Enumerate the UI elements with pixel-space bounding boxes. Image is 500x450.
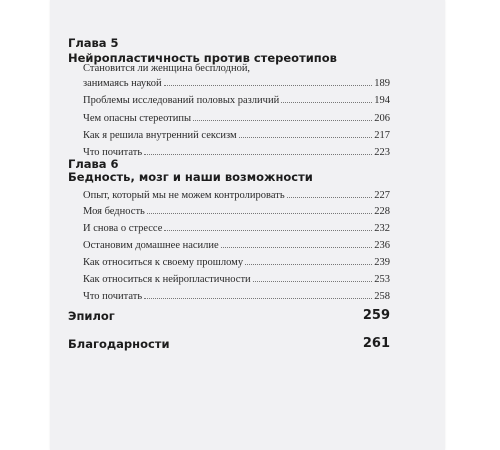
chapter-6-title: Бедность, мозг и наши возможности (68, 170, 313, 184)
toc-section-epilogue[interactable] (68, 308, 390, 323)
toc-entry-text: Опыт, который мы не можем контролировать (83, 190, 285, 201)
toc-entry-6-1[interactable] (83, 187, 390, 201)
dot-leader (164, 84, 373, 86)
toc-entry-text: Как относиться к своему прошлому (83, 257, 244, 268)
toc-entry-page: 236 (374, 240, 390, 251)
toc-entry-5-1-line1: Становится ли женщина бесплодной, (83, 63, 251, 74)
dot-leader (193, 119, 372, 121)
section-page: 259 (362, 308, 390, 323)
toc-entry-page: 217 (374, 130, 390, 141)
toc-entry-6-6[interactable] (83, 271, 390, 285)
toc-entry-text: Как относиться к нейропластичности (83, 274, 251, 285)
toc-entry-6-3[interactable] (83, 220, 390, 234)
dot-leader (164, 229, 372, 231)
chapter-5-number: Глава 5 (68, 36, 119, 50)
toc-entry-text: Остановим домашнее насилие (83, 240, 219, 251)
toc-entry-6-7[interactable] (83, 288, 390, 302)
dot-leader (287, 196, 373, 198)
toc-entry-5-2[interactable] (83, 92, 390, 106)
dot-leader (281, 101, 372, 103)
toc-entry-text: Чем опасны стереотипы (83, 113, 192, 124)
section-title: Благодарности (68, 337, 170, 351)
toc-entry-text: Что почитать (83, 147, 143, 158)
section-title: Эпилог (68, 309, 115, 323)
toc-entry-page: 194 (374, 95, 390, 106)
toc-entry-page: 206 (374, 113, 390, 124)
dot-leader (221, 246, 373, 248)
dot-leader (144, 297, 372, 299)
toc-entry-page: 258 (374, 291, 390, 302)
chapter-6-number: Глава 6 (68, 157, 119, 171)
toc-entry-page: 232 (374, 223, 390, 234)
section-page: 261 (362, 336, 390, 351)
toc-entry-text: Проблемы исследований половых различий (83, 95, 280, 106)
toc-entry-text: Что почитать (83, 291, 143, 302)
toc-entry-text: Как я решила внутренний сексизм (83, 130, 237, 141)
toc-entry-page: 223 (374, 147, 390, 158)
toc-entry-6-5[interactable] (83, 254, 390, 268)
toc-entry-page: 227 (374, 190, 390, 201)
dot-leader (144, 153, 372, 155)
toc-entry-6-2[interactable] (83, 203, 390, 217)
toc-entry-text: И снова о стрессе (83, 223, 163, 234)
toc-entry-5-1[interactable] (83, 75, 390, 89)
toc-entry-text: Моя бедность (83, 206, 145, 217)
dot-leader (245, 263, 372, 265)
toc-entry-5-3[interactable] (83, 110, 390, 124)
toc-entry-page: 228 (374, 206, 390, 217)
toc-entry-5-4[interactable] (83, 127, 390, 141)
toc-entry-page: 239 (374, 257, 390, 268)
toc-entry-page: 189 (374, 78, 390, 89)
dot-leader (147, 212, 372, 214)
toc-section-acknowledgements[interactable] (68, 336, 390, 351)
dot-leader (253, 280, 373, 282)
toc-entry-text: занимаясь наукой (83, 78, 162, 89)
toc-entry-page: 253 (374, 274, 390, 285)
dot-leader (239, 136, 373, 138)
toc-entry-5-5[interactable] (83, 144, 390, 158)
chapter-5-title: Нейропластичность против стереотипов (68, 51, 337, 65)
toc-entry-6-4[interactable] (83, 237, 390, 251)
